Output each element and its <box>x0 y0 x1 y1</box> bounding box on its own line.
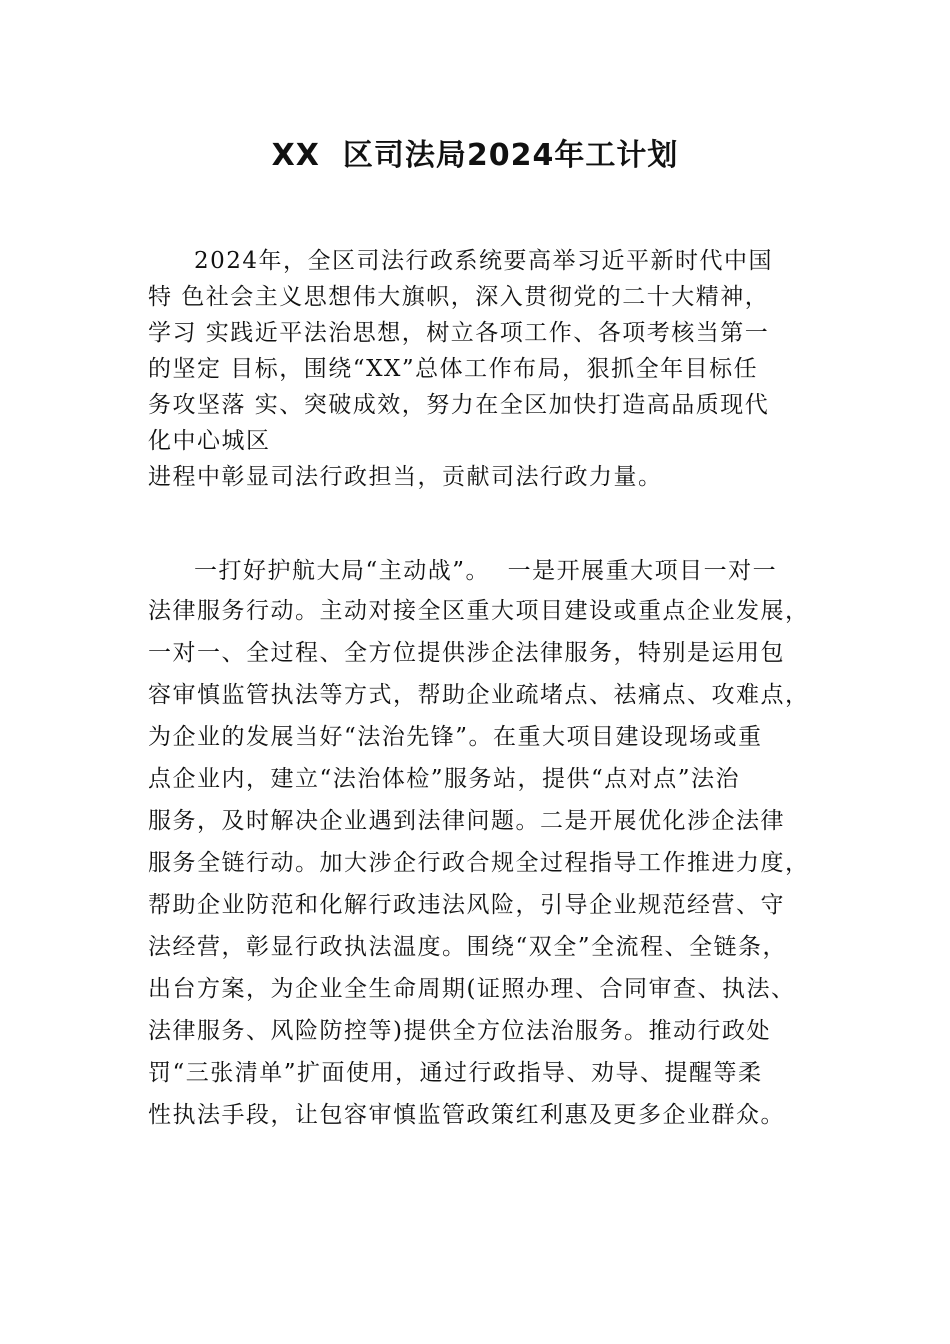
paragraph-2-line: 服务全链行动。加大涉企行政合规全过程指导工作推进力度， <box>148 850 810 876</box>
paragraph-2-line: 一对一、全过程、全方位提供涉企法律服务，特别是运用包 <box>148 640 785 666</box>
paragraph-2-line: 帮助企业防范和化解行政违法风险，引导企业规范经营、守 <box>148 892 785 918</box>
paragraph-2-line: 法律服务、风险防控等)提供全方位法治服务。推动行政处 <box>148 1018 771 1044</box>
paragraph-2-line: 法律服务行动。主动对接全区重大项目建设或重点企业发展， <box>148 598 810 624</box>
paragraph-1-line: 2024年，全区司法行政系统要高举习近平新时代中国 <box>194 248 774 274</box>
paragraph-2-line: 容审慎监管执法等方式，帮助企业疏堵点、祛痛点、攻难点， <box>148 682 810 708</box>
paragraph-2-line: 罚“三张清单”扩面使用，通过行政指导、劝导、提醒等柔 <box>148 1060 763 1086</box>
paragraph-1-line: 进程中彰显司法行政担当，贡献司法行政力量。 <box>148 464 663 490</box>
paragraph-1-line: 化中心城区 <box>148 428 271 454</box>
paragraph-2-line: 一打好护航大局“主动战”。 一是开展重大项目一对一 <box>194 558 778 584</box>
paragraph-1-line: 学习 实践近平法治思想，树立各项工作、各项考核当第一 <box>148 320 770 346</box>
paragraph-1-line: 的坚定 目标，围绕“XX”总体工作布局，狠抓全年目标任 <box>148 356 759 382</box>
paragraph-1-line: 特 色社会主义思想伟大旗帜，深入贯彻党的二十大精神， <box>148 284 770 310</box>
paragraph-2-line: 点企业内，建立“法治体检”服务站，提供“点对点”法治 <box>148 766 741 792</box>
document-title: XX 区司法局2024年工计划 <box>271 138 679 173</box>
paragraph-2-line: 性执法手段，让包容审慎监管政策红利惠及更多企业群众。 <box>148 1102 785 1128</box>
paragraph-2-line: 服务，及时解决企业遇到法律问题。二是开展优化涉企法律 <box>148 808 785 834</box>
paragraph-2-line: 法经营，彰显行政执法温度。围绕“双全”全流程、全链条， <box>148 934 788 960</box>
paragraph-1-line: 务攻坚落 实、突破成效，努力在全区加快打造高品质现代 <box>148 392 770 418</box>
paragraph-2-line: 为企业的发展当好“法治先锋”。在重大项目建设现场或重 <box>148 724 763 750</box>
paragraph-2-line: 出台方案，为企业全生命周期(证照办理、合同审查、执法、 <box>148 976 796 1002</box>
